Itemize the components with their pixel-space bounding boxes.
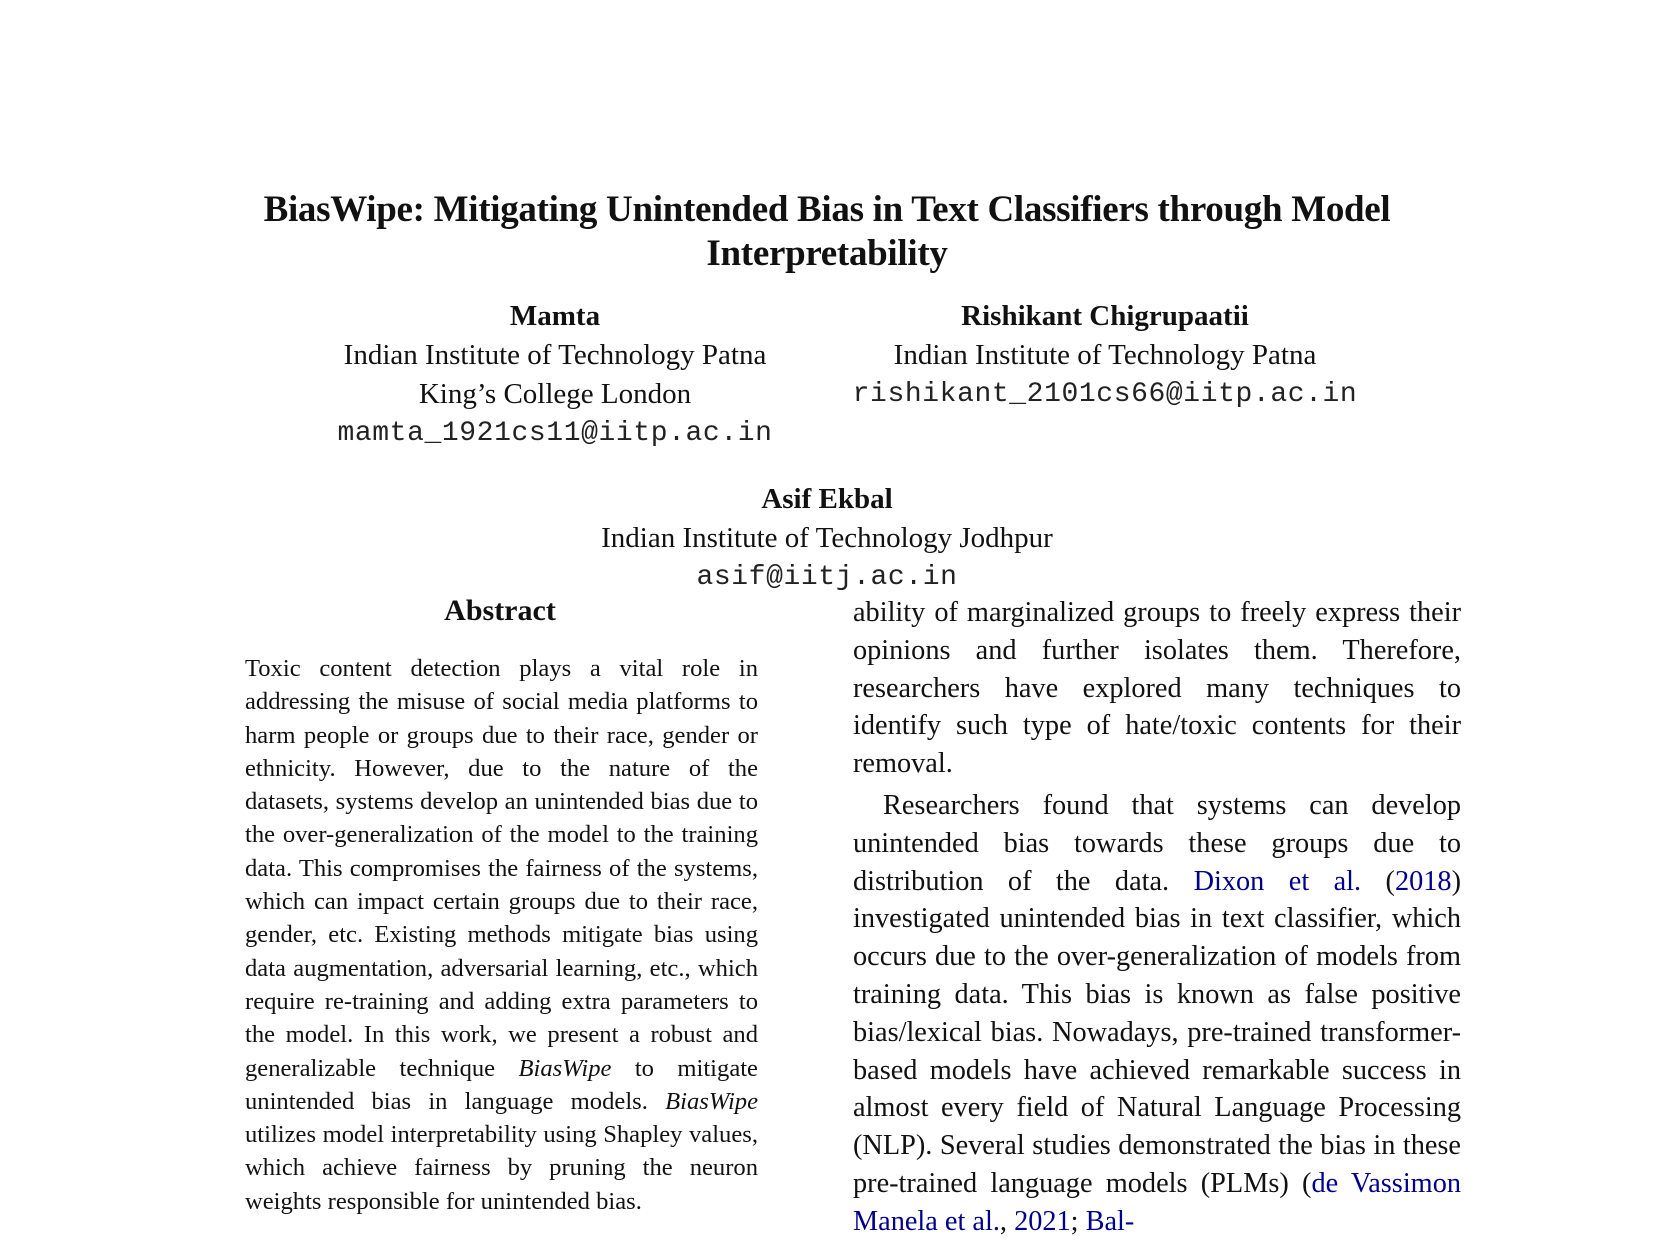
abstract-text: to mitigate unintended bias in language models. bbox=[245, 1054, 758, 1115]
citation-link-de-vassimon[interactable]: de Vassimon Manela et al. bbox=[853, 1167, 1461, 1237]
separator: , bbox=[999, 1205, 1015, 1237]
introduction-column bbox=[853, 594, 1461, 1241]
citation-link-dixon[interactable]: Dixon et al. bbox=[1193, 865, 1362, 897]
title-line-2: Interpretability bbox=[706, 233, 948, 274]
separator: ; bbox=[1070, 1205, 1086, 1237]
author-email[interactable]: rishikant_2101cs66@iitp.ac.in bbox=[852, 379, 1358, 410]
author-block-rishikant bbox=[800, 297, 1410, 414]
abstract-paragraph bbox=[245, 652, 758, 1218]
title-line-1: BiasWipe: Mitigating Unintended Bias in Text Classifiers through Model bbox=[263, 189, 1391, 230]
abstract-heading: Abstract bbox=[444, 594, 556, 627]
method-name: BiasWipe bbox=[518, 1054, 612, 1082]
author-block-asif bbox=[477, 480, 1177, 597]
intro-paragraph-1: ability of marginalized groups to freely express their opinions and further isolates them. Therefore, researchers have explored many techniques to identify such type of hate/toxic contents for their removal. bbox=[853, 597, 1461, 780]
intro-paragraph-2 bbox=[853, 787, 1461, 1241]
paren: ( bbox=[1361, 865, 1395, 897]
author-affiliation: Indian Institute of Technology Patna bbox=[343, 339, 767, 371]
author-block-mamta bbox=[290, 297, 820, 453]
author-name: Rishikant Chigrupaatii bbox=[961, 300, 1249, 332]
citation-year-link[interactable]: 2021 bbox=[1014, 1205, 1071, 1237]
method-name: BiasWipe bbox=[665, 1087, 758, 1115]
citation-year-link[interactable]: 2018 bbox=[1394, 865, 1452, 897]
author-email[interactable]: mamta_1921cs11@iitp.ac.in bbox=[337, 418, 773, 449]
author-affiliation: Indian Institute of Technology Patna bbox=[893, 339, 1317, 371]
author-name: Asif Ekbal bbox=[761, 483, 893, 515]
citation-link-bal[interactable]: Bal- bbox=[1085, 1205, 1135, 1237]
author-email[interactable]: asif@iitj.ac.in bbox=[696, 562, 958, 593]
abstract-body bbox=[245, 652, 758, 1218]
author-name: Mamta bbox=[509, 300, 601, 332]
abstract-text: utilizes model interpretability using Shapley values, which achieve fairness by pruning the neuron weights responsible for unintended bias. bbox=[245, 1121, 758, 1215]
author-affiliation: Indian Institute of Technology Jodhpur bbox=[601, 522, 1053, 554]
intro-text: Researchers found that systems can develop unintended bias towards these groups due to distribution of the data. bbox=[853, 789, 1461, 897]
paren: ) bbox=[1451, 865, 1461, 897]
abstract-text: Toxic content detection plays a vital role in addressing the misuse of social media platforms to harm people or groups due to their race, gender or ethnicity. However, due to the nature of the datasets, systems develop an unintended bias due to the over-generalization of the model to the training data. This compromises the fairness of the systems, which can impact certain groups due to their race, gender, etc. Existing methods mitigate bias using data augmentation, adversarial learning, etc., which require re-training and adding extra parameters to the model. In this work, we present a robust and generalizable technique bbox=[245, 655, 758, 1082]
paper-title bbox=[0, 188, 1654, 276]
intro-text: investigated unintended bias in text classifier, which occurs due to the over-generalization of models from training data. This bias is known as false positive bias/lexical bias. Nowadays, pre-trained transformer-based models have achieved remarkable success in almost every field of Natural Language Processing (NLP). Several studies demonstrated the bias in these pre-trained language models (PLMs) ( bbox=[853, 903, 1461, 1199]
author-affiliation: King’s College London bbox=[418, 378, 692, 410]
